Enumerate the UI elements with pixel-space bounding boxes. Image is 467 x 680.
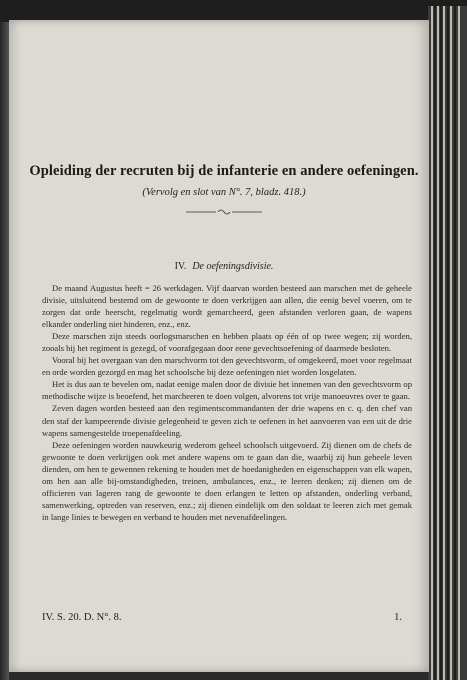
book-spine-edge	[0, 22, 9, 680]
page-edges	[428, 6, 467, 680]
page-footer	[42, 612, 412, 626]
paragraph: Het is dus aan te bevelen om, nadat eenige malen door de divisie het innemen van den gevechtsvorm op methodische wijze is beoefend, het marcheeren te doen volgen, alvorens tot vrije manoeuvres over te gaan.	[42, 379, 412, 402]
section-heading	[29, 261, 419, 272]
page-title: Opleiding der recruten bij de infanterie en andere oefeningen.	[29, 163, 419, 179]
page-subtitle: (Vervolg en slot van N°. 7, bladz. 418.)	[142, 187, 306, 198]
section-number: IV.	[174, 261, 187, 272]
printer-signature: IV. S. 20. D. N°. 8.	[42, 612, 122, 623]
document-page	[9, 20, 429, 672]
ornament-divider	[184, 208, 264, 216]
body-text	[42, 282, 412, 523]
paragraph: Vooral bij het overgaan van den marschvorm tot den gevechtsvorm, of omgekeerd, moet voor regelmaat en orde worden gezorgd en mag het schoolsche bij deze oefeningen niet worden losgelaten.	[42, 355, 412, 378]
paragraph: Zeven dagen worden besteed aan den regimentscommandanten der drie wapens en c. q. den chef van den staf der kampeerende divisie gelegenheid te geven zich te oefenen in het aanvoeren van een uit de drie wapens samengestelde troepenafdeeling.	[42, 403, 412, 438]
paragraph: Deze marschen zijn steeds oorlogsmarschen en hebben plaats op één of op twee wegen; zij worden, zooals bij het regiment is gezegd, of voorafgegaan door eene gevechtsoefening of daarmede besloten.	[42, 331, 412, 354]
section-title: De oefeningsdivisie.	[192, 261, 274, 272]
scan-background-top	[0, 0, 467, 22]
page-number: 1.	[394, 612, 402, 623]
paragraph: Deze oefeningen worden nauwkeurig wederom geheel schoolsch uitgevoerd. Zij dienen om de chefs de gewoonte te doen verkrijgen ook met andere wapens om te gaan dan die, waarbij zij hun geheele leven dienden, om hen te gewennen rekening te houden met de hoedanigheden en eigenschappen van elk wapen, om hen aan alle bij-omstandigheden, treinen, ambulances, enz., te leeren denken; zij dienen om de officieren van lageren rang de gewoonte te doen erlangen te letten op afstanden, onderling verband, samenwerking, optreden van reserven, enz.; zij dienen eindelijk om den soldaat te leeren zich met gemak in lange linies te bewegen en verband te houden met nevenafdeelingen.	[42, 439, 412, 522]
paragraph: De maand Augustus heeft = 26 werkdagen. Vijf daarvan worden besteed aan marschen met de geheele divisie, uitsluitend bestemd om de gewoonte te doen verkrijgen aan allen, die eenig bevel voeren, om te zorgen dat orde heerscht, regelmatig wordt gemarcheerd, geen afstanden verloren gaan, de wapens elkander onderling niet hinderen, enz., enz.	[42, 283, 412, 330]
